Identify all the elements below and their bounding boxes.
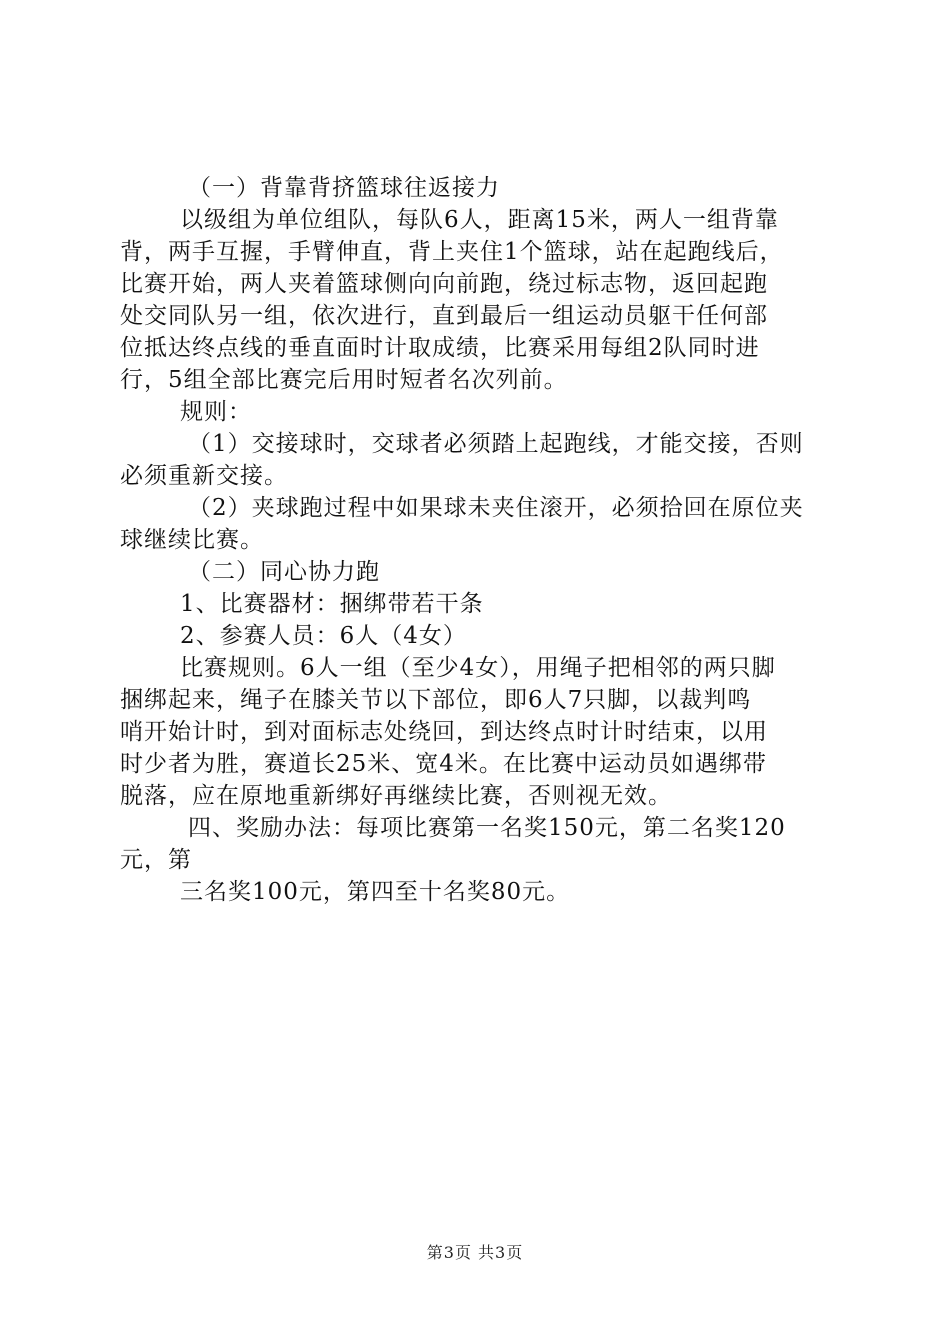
text-line: 比赛开始，两人夹着篮球侧向向前跑，绕过标志物，返回起跑: [120, 271, 768, 297]
page-footer: 第3页 共3页: [426, 1243, 524, 1262]
text-line: （2）夹球跑过程中如果球未夹住滚开，必须拾回在原位夹: [188, 495, 804, 521]
text-line: 背，两手互握，手臂伸直，背上夹住1个篮球，站在起跑线后，: [120, 239, 784, 265]
text-line: 比赛规则。6人一组（至少4女），用绳子把相邻的两只脚: [180, 655, 776, 681]
text-line: （二）同心协力跑: [188, 559, 380, 585]
text-line: 脱落，应在原地重新绑好再继续比赛，否则视无效。: [120, 783, 672, 809]
text-line: 以级组为单位组队，每队6人，距离15米，两人一组背靠: [180, 207, 779, 233]
text-line: （一）背靠背挤篮球往返接力: [188, 175, 500, 201]
text-line: （1）交接球时，交球者必须踏上起跑线，才能交接，否则: [188, 431, 804, 457]
text-line: 元，第: [120, 847, 192, 873]
text-line: 处交同队另一组，依次进行，直到最后一组运动员躯干任何部: [120, 303, 768, 329]
document-body: [120, 172, 832, 908]
text-line: 捆绑起来，绳子在膝关节以下部位，即6人7只脚，以裁判鸣: [120, 687, 752, 713]
text-line: 哨开始计时，到对面标志处绕回，到达终点时计时结束，以用: [120, 719, 768, 745]
text-line: 球继续比赛。: [120, 527, 264, 553]
text-line: 四、奖励办法：每项比赛第一名奖150元，第二名奖120: [188, 815, 786, 841]
text-line: 行，5组全部比赛完后用时短者名次列前。: [120, 367, 568, 393]
text-line: 位抵达终点线的垂直面时计取成绩，比赛采用每组2队同时进: [120, 335, 760, 361]
text-line: 规则：: [180, 399, 252, 425]
text-line: 三名奖100元，第四至十名奖80元。: [180, 879, 571, 905]
text-line: 必须重新交接。: [120, 463, 288, 489]
text-line: 时少者为胜，赛道长25米、宽4米。在比赛中运动员如遇绑带: [120, 751, 767, 777]
text-line: 2、参赛人员：6人（4女）: [180, 623, 467, 649]
text-line: 1、比赛器材：捆绑带若干条: [180, 591, 484, 617]
